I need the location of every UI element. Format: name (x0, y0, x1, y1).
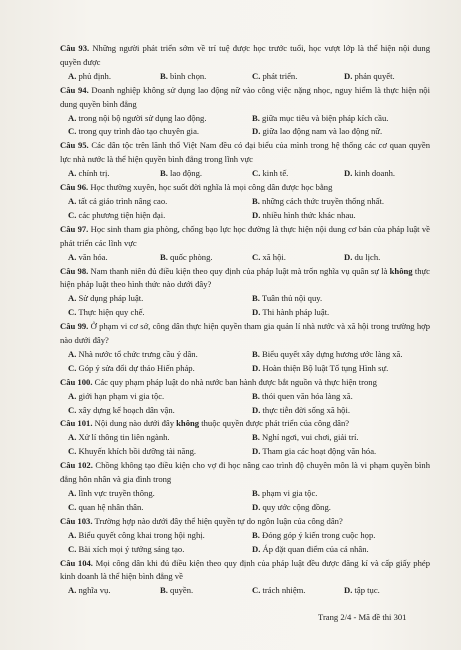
option-text: Thi hành pháp luật. (260, 307, 330, 318)
question-text: Các quy phạm pháp luật do nhà nước ban hành được bắt nguồn và thực hiện trong (92, 376, 377, 387)
option-text: lao động. (167, 168, 203, 179)
question-stem (60, 557, 430, 585)
answer-options (60, 167, 430, 181)
option-letter: D. (252, 501, 261, 512)
option-text: phản quyết. (352, 70, 395, 81)
option-text: Áp đặt quan điểm của cá nhân. (260, 543, 369, 554)
question-number: Câu 94. (60, 84, 89, 95)
option-text: bình chọn. (167, 70, 207, 81)
question-stem (60, 265, 430, 293)
option-letter: B. (252, 432, 260, 443)
option-letter: C. (252, 585, 261, 596)
option-letter: D. (344, 168, 353, 179)
answer-option (252, 390, 438, 404)
option-text: Thực hiện quy chế. (76, 307, 145, 318)
answer-option (68, 487, 252, 501)
option-letter: D. (252, 362, 261, 373)
answer-option (68, 584, 160, 598)
answer-option (252, 209, 438, 223)
question-item (60, 515, 430, 557)
option-text: các phương tiện hiện đại. (76, 209, 166, 220)
option-text: Sử dụng pháp luật. (76, 293, 144, 304)
option-letter: A. (68, 529, 77, 540)
answer-option (252, 167, 344, 181)
question-text: Chồng không tạo điều kiện cho vợ đi học nâng cao trình độ chuyên môn là vi phạm quyền bình đẳng hôn nhân và gia đình trong (60, 460, 430, 485)
option-letter: D. (252, 404, 261, 415)
question-text: Học thường xuyên, học suốt đời nghĩa là mọi công dân được học bằng (88, 182, 333, 193)
question-text-tail: thực hiện pháp luật theo hình thức nào dưới đây? (60, 265, 430, 290)
answer-option (252, 584, 344, 598)
option-letter: C. (252, 168, 261, 179)
answer-option (252, 487, 438, 501)
question-item (60, 84, 430, 140)
answer-options (60, 584, 430, 598)
option-text: trong quy trình đào tạo chuyên gia. (76, 126, 200, 137)
option-text: tập tục. (352, 585, 380, 596)
option-text: xây dựng kế hoạch dân vận. (76, 404, 175, 415)
question-number: Câu 104. (60, 557, 93, 568)
question-stem (60, 459, 430, 487)
answer-option (252, 404, 438, 418)
answer-option (252, 501, 438, 515)
question-stem (60, 84, 430, 112)
option-text: trách nhiệm. (260, 585, 306, 596)
option-letter: D. (252, 126, 261, 137)
option-text: kinh doanh. (352, 168, 396, 179)
option-letter: D. (252, 209, 261, 220)
answer-option (68, 195, 252, 209)
option-text: nhiều hình thức khác nhau. (260, 209, 356, 220)
answer-options (60, 390, 430, 418)
answer-option (252, 125, 438, 139)
question-item (60, 459, 430, 515)
option-letter: B. (160, 251, 168, 262)
answer-option (68, 431, 252, 445)
option-letter: A. (68, 112, 77, 123)
option-letter: A. (68, 168, 77, 179)
question-stem (60, 223, 430, 251)
answer-option (68, 501, 252, 515)
option-letter: B. (252, 390, 260, 401)
option-letter: A. (68, 432, 77, 443)
option-letter: A. (68, 70, 77, 81)
answer-option (252, 112, 438, 126)
option-letter: B. (252, 488, 260, 498)
answer-option (68, 306, 252, 320)
question-text: Doanh nghiệp không sử dụng lao động nữ vào công việc nặng nhọc, nguy hiểm là thực hiện nội dung quyền bình đẳng (60, 84, 430, 109)
answer-option (160, 251, 252, 265)
option-text: lĩnh vực truyền thông. (76, 488, 155, 498)
answer-option (252, 70, 344, 84)
question-item (60, 557, 430, 599)
answer-option (252, 306, 438, 320)
question-text: Ở phạm vi cơ sở, công dân thực hiện quyền tham gia quản lí nhà nước và xã hội trong trường hợp nào dưới đây? (60, 321, 430, 346)
question-emphasis: không (389, 265, 413, 276)
option-letter: D. (344, 251, 353, 262)
question-stem (60, 320, 430, 348)
option-text: phát triển. (260, 70, 298, 81)
option-text: Tuân thủ nội quy. (259, 293, 323, 304)
option-text: chính trị. (76, 168, 110, 179)
answer-option (344, 251, 438, 265)
option-text: quan hệ nhân thân. (76, 501, 144, 512)
option-letter: C. (252, 70, 261, 81)
question-text: Các dân tộc trên lãnh thổ Việt Nam đều có đại biểu của mình trong hệ thống các cơ quan quyền lực nhà nước là thể hiện quyền bình đẳng trong lĩnh vực (60, 140, 430, 165)
option-letter: D. (252, 543, 261, 554)
answer-options (60, 292, 430, 320)
question-number: Câu 101. (60, 418, 93, 429)
question-item (60, 223, 430, 265)
answer-option (252, 348, 438, 362)
option-letter: C. (68, 446, 77, 457)
answer-option (68, 445, 252, 459)
option-letter: C. (252, 251, 261, 262)
option-text: trong nội bộ người sử dụng lao động. (76, 112, 207, 123)
option-text: Bài xích mọi ý tưởng sáng tạo. (76, 543, 185, 554)
question-item (60, 139, 430, 181)
answer-option (344, 584, 438, 598)
answer-option (252, 529, 438, 543)
answer-options (60, 348, 430, 376)
answer-option (160, 167, 252, 181)
question-text: Mọi công dân khi đủ điều kiện theo quy định của pháp luật đều được đăng kí và cấp giấy phép kinh doanh là thể hiện bình đẳng về (60, 557, 430, 582)
option-letter: C. (68, 126, 77, 137)
answer-options (60, 529, 430, 557)
question-stem (60, 515, 430, 529)
option-text: giữa lao động nam và lao động nữ. (260, 126, 383, 137)
question-stem (60, 181, 430, 195)
option-text: phủ định. (76, 70, 111, 81)
option-letter: B. (252, 112, 260, 123)
question-number: Câu 93. (60, 43, 90, 53)
option-text: kinh tế. (260, 168, 289, 179)
option-letter: A. (68, 293, 77, 304)
option-text: Nghỉ ngơi, vui chơi, giải trí. (259, 432, 359, 443)
option-text: phạm vi gia tộc. (259, 488, 318, 498)
option-letter: D. (344, 585, 353, 596)
question-number: Câu 97. (60, 223, 89, 234)
answer-option (68, 529, 252, 543)
option-text: giới hạn phạm vi gia tộc. (76, 390, 165, 401)
option-text: Xử lí thông tin liên ngành. (76, 432, 170, 443)
answer-option (160, 584, 252, 598)
answer-option (68, 167, 160, 181)
option-text: quy ước cộng đồng. (260, 501, 331, 512)
question-item (60, 417, 430, 459)
option-text: văn hóa. (76, 251, 108, 262)
option-letter: C. (68, 307, 77, 318)
option-text: Đóng góp ý kiến trong cuộc họp. (259, 529, 376, 540)
question-stem (60, 376, 430, 390)
option-text: Biểu quyết xây dựng hương ước làng xã. (259, 348, 403, 359)
option-letter: B. (160, 585, 168, 596)
answer-option (252, 251, 344, 265)
option-letter: C. (68, 501, 77, 512)
answer-options (60, 112, 430, 140)
option-letter: A. (68, 251, 77, 262)
option-letter: A. (68, 390, 77, 401)
question-item (60, 42, 430, 84)
answer-option (68, 209, 252, 223)
question-text: Nội dung nào dưới đây (92, 418, 177, 429)
question-text: Nam thanh niên đủ điều kiện theo quy định của pháp luật mà trốn nghĩa vụ quân sự là (88, 265, 390, 276)
option-letter: D. (252, 307, 261, 318)
answer-options (60, 195, 430, 223)
answer-option (68, 348, 252, 362)
option-letter: A. (68, 488, 77, 498)
question-item (60, 376, 430, 418)
option-letter: A. (68, 348, 77, 359)
answer-option (252, 195, 438, 209)
option-text: những cách thức truyền thống nhất. (259, 195, 384, 206)
option-letter: C. (68, 404, 77, 415)
option-letter: C. (68, 543, 77, 554)
option-letter: C. (68, 362, 77, 373)
answer-option (68, 70, 160, 84)
option-letter: D. (344, 70, 353, 81)
question-number: Câu 102. (60, 460, 93, 471)
question-item (60, 320, 430, 376)
question-number: Câu 100. (60, 376, 93, 387)
answer-option (344, 167, 438, 181)
answer-option (68, 251, 160, 265)
answer-option (252, 543, 438, 557)
option-text: giữa mục tiêu và biện pháp kích cầu. (259, 112, 389, 123)
option-text: du lịch. (352, 251, 381, 262)
option-letter: B. (252, 293, 260, 304)
question-item (60, 181, 430, 223)
answer-options (60, 431, 430, 459)
option-text: thực tiễn đời sống xã hội. (260, 404, 350, 415)
answer-option (344, 70, 438, 84)
question-text: Trường hợp nào dưới đây thể hiện quyền tự do ngôn luận của công dân? (92, 515, 343, 526)
option-letter: A. (68, 585, 77, 596)
question-number: Câu 95. (60, 140, 89, 151)
answer-option (68, 404, 252, 418)
option-text: quyền. (167, 585, 194, 596)
answer-option (252, 431, 438, 445)
option-letter: B. (252, 195, 260, 206)
question-text: Học sinh tham gia phòng, chống bạo lực học đường là thực hiện nội dung cơ bản của pháp luật về phát triển các lĩnh vực (60, 223, 430, 248)
option-text: Nhà nước tổ chức trưng cầu ý dân. (76, 348, 198, 359)
option-text: nghĩa vụ. (76, 585, 111, 596)
option-text: Tham gia các hoạt động văn hóa. (260, 446, 377, 457)
option-text: thói quen văn hóa làng xã. (259, 390, 353, 401)
option-text: tất cả giáo trình nâng cao. (76, 195, 168, 206)
question-text-tail: thuộc quyền được phát triển của công dân? (199, 418, 350, 429)
option-letter: D. (252, 446, 261, 457)
question-number: Câu 96. (60, 182, 89, 193)
answer-option (252, 445, 438, 459)
question-item (60, 265, 430, 321)
answer-options (60, 487, 430, 515)
option-letter: B. (160, 168, 168, 179)
option-text: quốc phòng. (167, 251, 213, 262)
option-letter: C. (68, 209, 77, 220)
option-letter: B. (252, 348, 260, 359)
answer-option (68, 125, 252, 139)
answer-option (68, 292, 252, 306)
answer-options (60, 70, 430, 84)
answer-option (252, 292, 438, 306)
option-letter: B. (252, 529, 260, 540)
option-text: Biểu quyết công khai trong hội nghị. (76, 529, 205, 540)
answer-option (68, 390, 252, 404)
question-stem (60, 417, 430, 431)
option-text: Khuyến khích bồi dưỡng tài năng. (76, 446, 197, 457)
option-letter: B. (160, 70, 168, 81)
option-text: Góp ý sửa đổi dự thảo Hiến pháp. (76, 362, 195, 373)
question-stem (60, 139, 430, 167)
page-footer: Trang 2/4 - Mã đề thi 301 (318, 612, 407, 622)
question-list (60, 42, 430, 598)
option-text: xã hội. (260, 251, 286, 262)
question-number: Câu 98. (60, 265, 89, 276)
answer-option (68, 543, 252, 557)
option-letter: A. (68, 195, 77, 206)
option-text: Hoàn thiện Bộ luật Tố tụng Hình sự. (260, 362, 389, 373)
answer-option (68, 112, 252, 126)
question-emphasis: không (176, 418, 200, 429)
question-text: Những người phát triển sớm về trí tuệ được học trước tuổi, học vượt lớp là thể hiện nội dung quyền được (60, 43, 430, 67)
answer-option (252, 362, 438, 376)
answer-option (68, 362, 252, 376)
question-number: Câu 99. (60, 321, 89, 332)
answer-option (160, 70, 252, 84)
question-stem (60, 42, 430, 70)
answer-options (60, 251, 430, 265)
question-number: Câu 103. (60, 515, 93, 526)
